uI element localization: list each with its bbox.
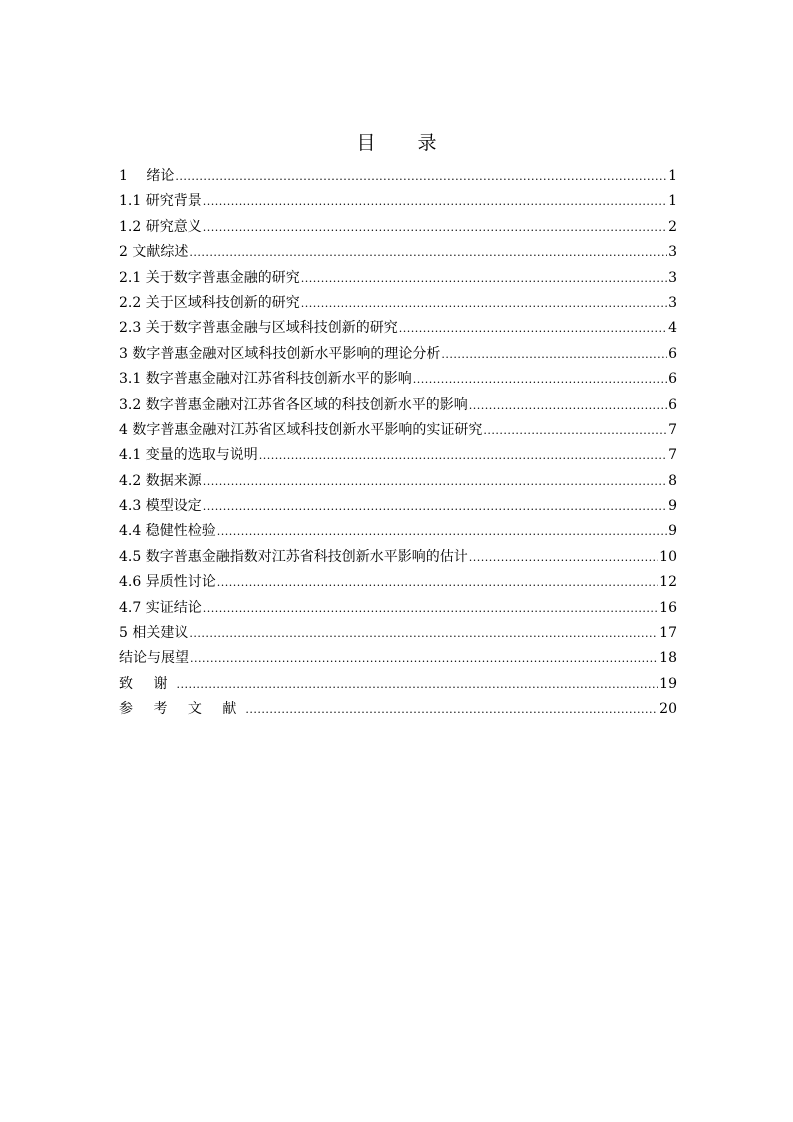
toc-leader-dots: [190, 646, 658, 671]
toc-entry-label: 致 谢: [119, 675, 176, 692]
toc-entry[interactable]: [119, 697, 677, 722]
toc-entry-page: 10: [659, 548, 677, 565]
toc-entry-page: 9: [668, 523, 677, 540]
toc-entry[interactable]: [119, 291, 677, 316]
toc-leader-dots: [203, 494, 667, 519]
toc-entry-label: 1 绪论: [119, 168, 175, 184]
toc-leader-dots: [259, 443, 667, 468]
toc-entry-page: 7: [668, 421, 677, 438]
toc-entry-label: 参 考 文 献: [119, 701, 245, 718]
toc-leader-dots: [413, 367, 667, 392]
toc-entry-page: 2: [668, 218, 677, 235]
toc-entry-label: 4.2 数据来源: [119, 472, 202, 489]
toc-entry-page: 6: [668, 396, 677, 413]
toc-entry-page: 3: [668, 269, 677, 286]
toc-entry-page: 7: [668, 447, 677, 464]
toc-entry-label: 1.2 研究意义: [119, 218, 202, 235]
toc-entry-label: 2.3 关于数字普惠金融与区域科技创新的研究: [119, 320, 398, 337]
toc-entry-label: 3 数字普惠金融对区域科技创新水平影响的理论分析: [119, 345, 441, 362]
toc-entry-label: 4.3 模型设定: [119, 498, 202, 515]
toc-entry[interactable]: [119, 316, 677, 341]
toc-entry[interactable]: [119, 418, 677, 443]
toc-leader-dots: [175, 164, 667, 189]
toc-entry-page: 19: [659, 675, 677, 692]
toc-entry-page: 1: [668, 168, 677, 184]
toc-leader-dots: [203, 596, 658, 621]
toc-entry-label: 4.1 变量的选取与说明: [119, 447, 258, 464]
toc-entry[interactable]: [119, 621, 677, 646]
toc-entry-page: 12: [659, 574, 677, 591]
toc-leader-dots: [203, 189, 667, 214]
toc-leader-dots: [301, 291, 667, 316]
toc-entry[interactable]: [119, 164, 677, 189]
toc-entry-label: 4.5 数字普惠金融指数对江苏省科技创新水平影响的估计: [119, 548, 468, 565]
toc-entry-label: 3.2 数字普惠金融对江苏省各区域的科技创新水平的影响: [119, 396, 468, 413]
toc-entry-label: 3.1 数字普惠金融对江苏省科技创新水平的影响: [119, 371, 412, 388]
toc-leader-dots: [203, 469, 667, 494]
toc-entry[interactable]: [119, 215, 677, 240]
toc-entry-page: 6: [668, 345, 677, 362]
toc-entry-page: 16: [659, 599, 677, 616]
toc-entry-page: 6: [668, 371, 677, 388]
toc-entry-page: 9: [668, 498, 677, 515]
toc-entry-page: 3: [668, 294, 677, 311]
toc-leader-dots: [441, 342, 667, 367]
toc-entry[interactable]: [119, 596, 677, 621]
toc-entry[interactable]: [119, 646, 677, 671]
toc-entry-page: 3: [668, 244, 677, 261]
toc-leader-dots: [217, 570, 658, 595]
toc-entry-label: 4 数字普惠金融对江苏省区域科技创新水平影响的实证研究: [119, 421, 483, 438]
toc-leader-dots: [399, 316, 667, 341]
toc-leader-dots: [203, 215, 667, 240]
toc-entry[interactable]: [119, 519, 677, 544]
toc-entry[interactable]: [119, 189, 677, 214]
toc-leader-dots: [469, 393, 667, 418]
toc-entry[interactable]: [119, 240, 677, 265]
toc-entry-label: 结论与展望: [119, 650, 189, 667]
toc-entry[interactable]: [119, 469, 677, 494]
toc-entry[interactable]: [119, 393, 677, 418]
toc-leader-dots: [469, 545, 658, 570]
toc-entry-label: 2 文献综述: [119, 244, 189, 261]
toc-entry-page: 1: [668, 193, 677, 210]
toc-leader-dots: [245, 697, 658, 722]
toc-entry-page: 8: [668, 472, 677, 489]
toc-entry-label: 4.6 异质性讨论: [119, 574, 216, 591]
toc-leader-dots: [483, 418, 667, 443]
toc-entry-label: 5 相关建议: [119, 625, 189, 642]
toc-entry-label: 4.7 实证结论: [119, 599, 202, 616]
toc-title: 目 录: [356, 132, 455, 154]
toc-entry[interactable]: [119, 494, 677, 519]
toc-entry[interactable]: [119, 570, 677, 595]
toc-entry[interactable]: [119, 266, 677, 291]
toc-entry[interactable]: [119, 545, 677, 570]
toc-entry[interactable]: [119, 443, 677, 468]
toc-entry-label: 2.2 关于区域科技创新的研究: [119, 294, 300, 311]
toc-entry-page: 20: [659, 701, 677, 718]
toc-entry-page: 17: [659, 625, 677, 642]
toc-entry-label: 1.1 研究背景: [119, 193, 202, 210]
toc-list: [119, 164, 677, 723]
toc-entry[interactable]: [119, 672, 677, 697]
toc-leader-dots: [189, 621, 658, 646]
toc-entry[interactable]: [119, 367, 677, 392]
toc-entry-label: 2.1 关于数字普惠金融的研究: [119, 269, 300, 286]
toc-leader-dots: [189, 240, 667, 265]
toc-leader-dots: [176, 672, 658, 697]
toc-entry[interactable]: [119, 342, 677, 367]
toc-leader-dots: [301, 266, 667, 291]
toc-entry-label: 4.4 稳健性检验: [119, 523, 216, 540]
toc-entry-page: 18: [659, 650, 677, 667]
toc-leader-dots: [217, 519, 667, 544]
toc-entry-page: 4: [668, 320, 677, 337]
